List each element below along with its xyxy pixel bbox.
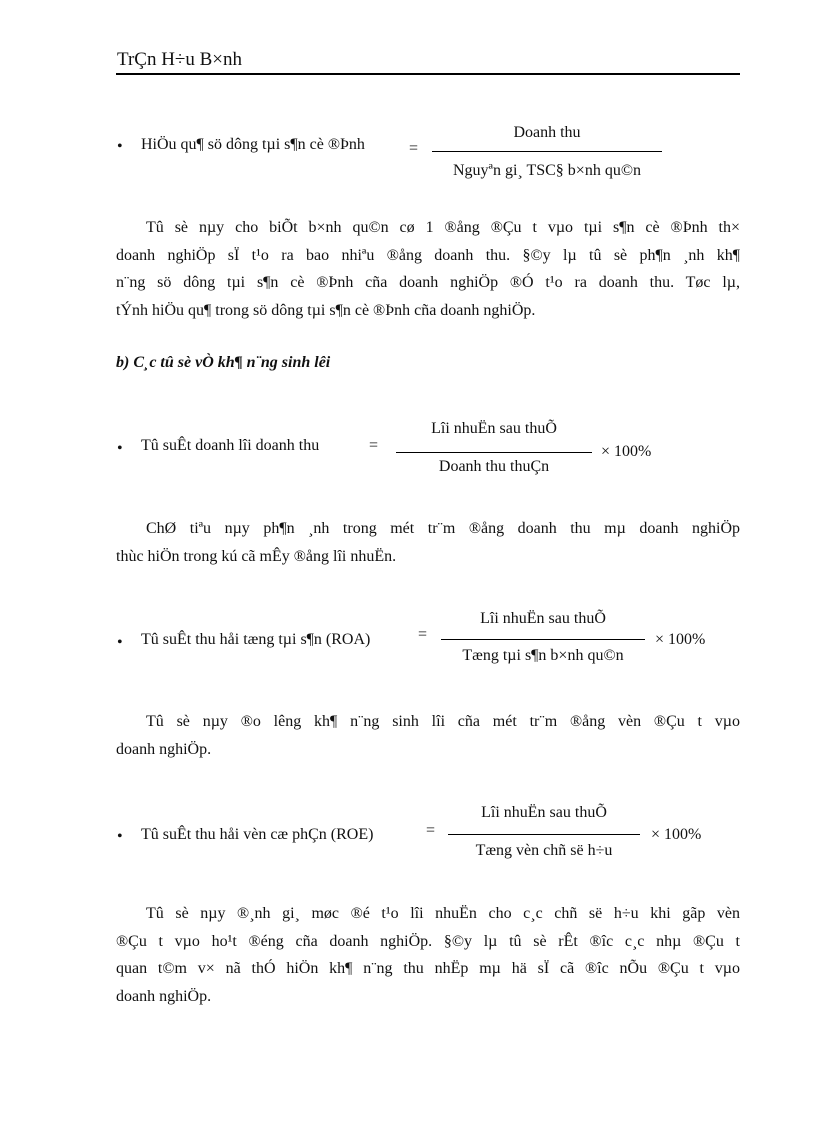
- paragraph-line: doanh nghiÖp.: [116, 987, 212, 1005]
- fraction-bar: [432, 151, 662, 152]
- paragraph-line: ChØ tiªu nµy ph¶n ¸nh trong mét tr¨m ®ång doanh thu mµ doanh nghiÖp: [146, 520, 740, 537]
- fraction-bar: [441, 639, 645, 640]
- formula-denominator: Nguyªn gi¸ TSC§ b×nh qu©n: [453, 162, 641, 179]
- paragraph-line: Tû sè nµy ®¸nh gi¸ møc ®é t¹o lîi nhuËn cho c¸c chñ së h÷u khi gãp vèn: [146, 905, 740, 922]
- paragraph-line: Tû sè nµy cho biÕt b×nh qu©n cø 1 ®ång ®Çu t vµo tµi s¶n cè ®Þnh th×: [146, 219, 740, 236]
- paragraph-profit-margin-explanation: [116, 515, 740, 570]
- formula-numerator: Lîi nhuËn sau thuÕ: [431, 420, 557, 437]
- bullet-icon: •: [117, 138, 123, 155]
- formula-denominator: Tæng vèn chñ së h÷u: [475, 842, 613, 859]
- paragraph-fixed-asset-explanation: [116, 214, 740, 324]
- formula-label: Tû suÊt thu håi vèn cæ phÇn (ROE): [141, 826, 374, 843]
- fraction-bar: [448, 834, 640, 835]
- paragraph-line: ®Çu t vµo ho¹t ®éng cña doanh nghiÖp. §©y lµ tû sè rÊt ®îc c¸c nhµ ®Çu t: [116, 932, 740, 950]
- formula-equals: =: [418, 626, 428, 643]
- paragraph-roe-explanation: [116, 900, 740, 1010]
- paragraph-roa-explanation: [116, 708, 740, 763]
- paragraph-line: tÝnh hiÖu qu¶ trong sö dông tµi s¶n cè ®Þnh cña doanh nghiÖp.: [116, 301, 536, 319]
- formula-label: Tû suÊt doanh lîi doanh thu: [141, 437, 320, 454]
- formula-multiplier: × 100%: [601, 443, 652, 460]
- bullet-icon: •: [117, 828, 123, 845]
- running-header-author: TrÇn H÷u B×nh: [117, 49, 242, 70]
- bullet-icon: •: [117, 440, 123, 457]
- bullet-icon: •: [117, 634, 123, 651]
- formula-denominator: Doanh thu thuÇn: [438, 458, 550, 475]
- header-rule: [116, 73, 740, 75]
- formula-label: HiÖu qu¶ sö dông tµi s¶n cè ®Þnh: [141, 136, 365, 153]
- formula-numerator: Lîi nhuËn sau thuÕ: [480, 610, 606, 627]
- formula-numerator: Lîi nhuËn sau thuÕ: [481, 804, 607, 821]
- formula-label: Tû suÊt thu håi tæng tµi s¶n (ROA): [141, 631, 371, 648]
- formula-equals: =: [426, 822, 436, 839]
- section-heading: b) C¸c tû sè vÒ kh¶ n¨ng sinh lêi: [116, 354, 331, 371]
- formula-numerator: Doanh thu: [513, 124, 581, 141]
- formula-multiplier: × 100%: [655, 631, 706, 648]
- paragraph-line: thùc hiÖn trong kú cã mÊy ®ång lîi nhuËn.: [116, 547, 397, 565]
- formula-denominator: Tæng tµi s¶n b×nh qu©n: [462, 647, 624, 664]
- paragraph-line: doanh nghiÖp sÏ t¹o ra bao nhiªu ®ång doanh thu. §©y lµ tû sè ph¶n ¸nh kh¶: [116, 246, 740, 264]
- formula-equals: =: [409, 140, 419, 157]
- fraction-bar: [396, 452, 592, 453]
- paragraph-line: Tû sè nµy ®o lêng kh¶ n¨ng sinh lîi cña mét tr¨m ®ång vèn ®Çu t vµo: [146, 713, 740, 730]
- formula-equals: =: [369, 437, 379, 454]
- paragraph-line: quan t©m v× nã thÓ hiÖn kh¶ n¨ng thu nhËp mµ hä sÏ cã ®îc nÕu ®Çu t vµo: [116, 960, 740, 977]
- paragraph-line: n¨ng sö dông tµi s¶n cè ®Þnh cña doanh nghiÖp ®Ó t¹o ra doanh thu. Tøc lµ,: [116, 274, 740, 291]
- paragraph-line: doanh nghiÖp.: [116, 740, 212, 758]
- formula-multiplier: × 100%: [651, 826, 702, 843]
